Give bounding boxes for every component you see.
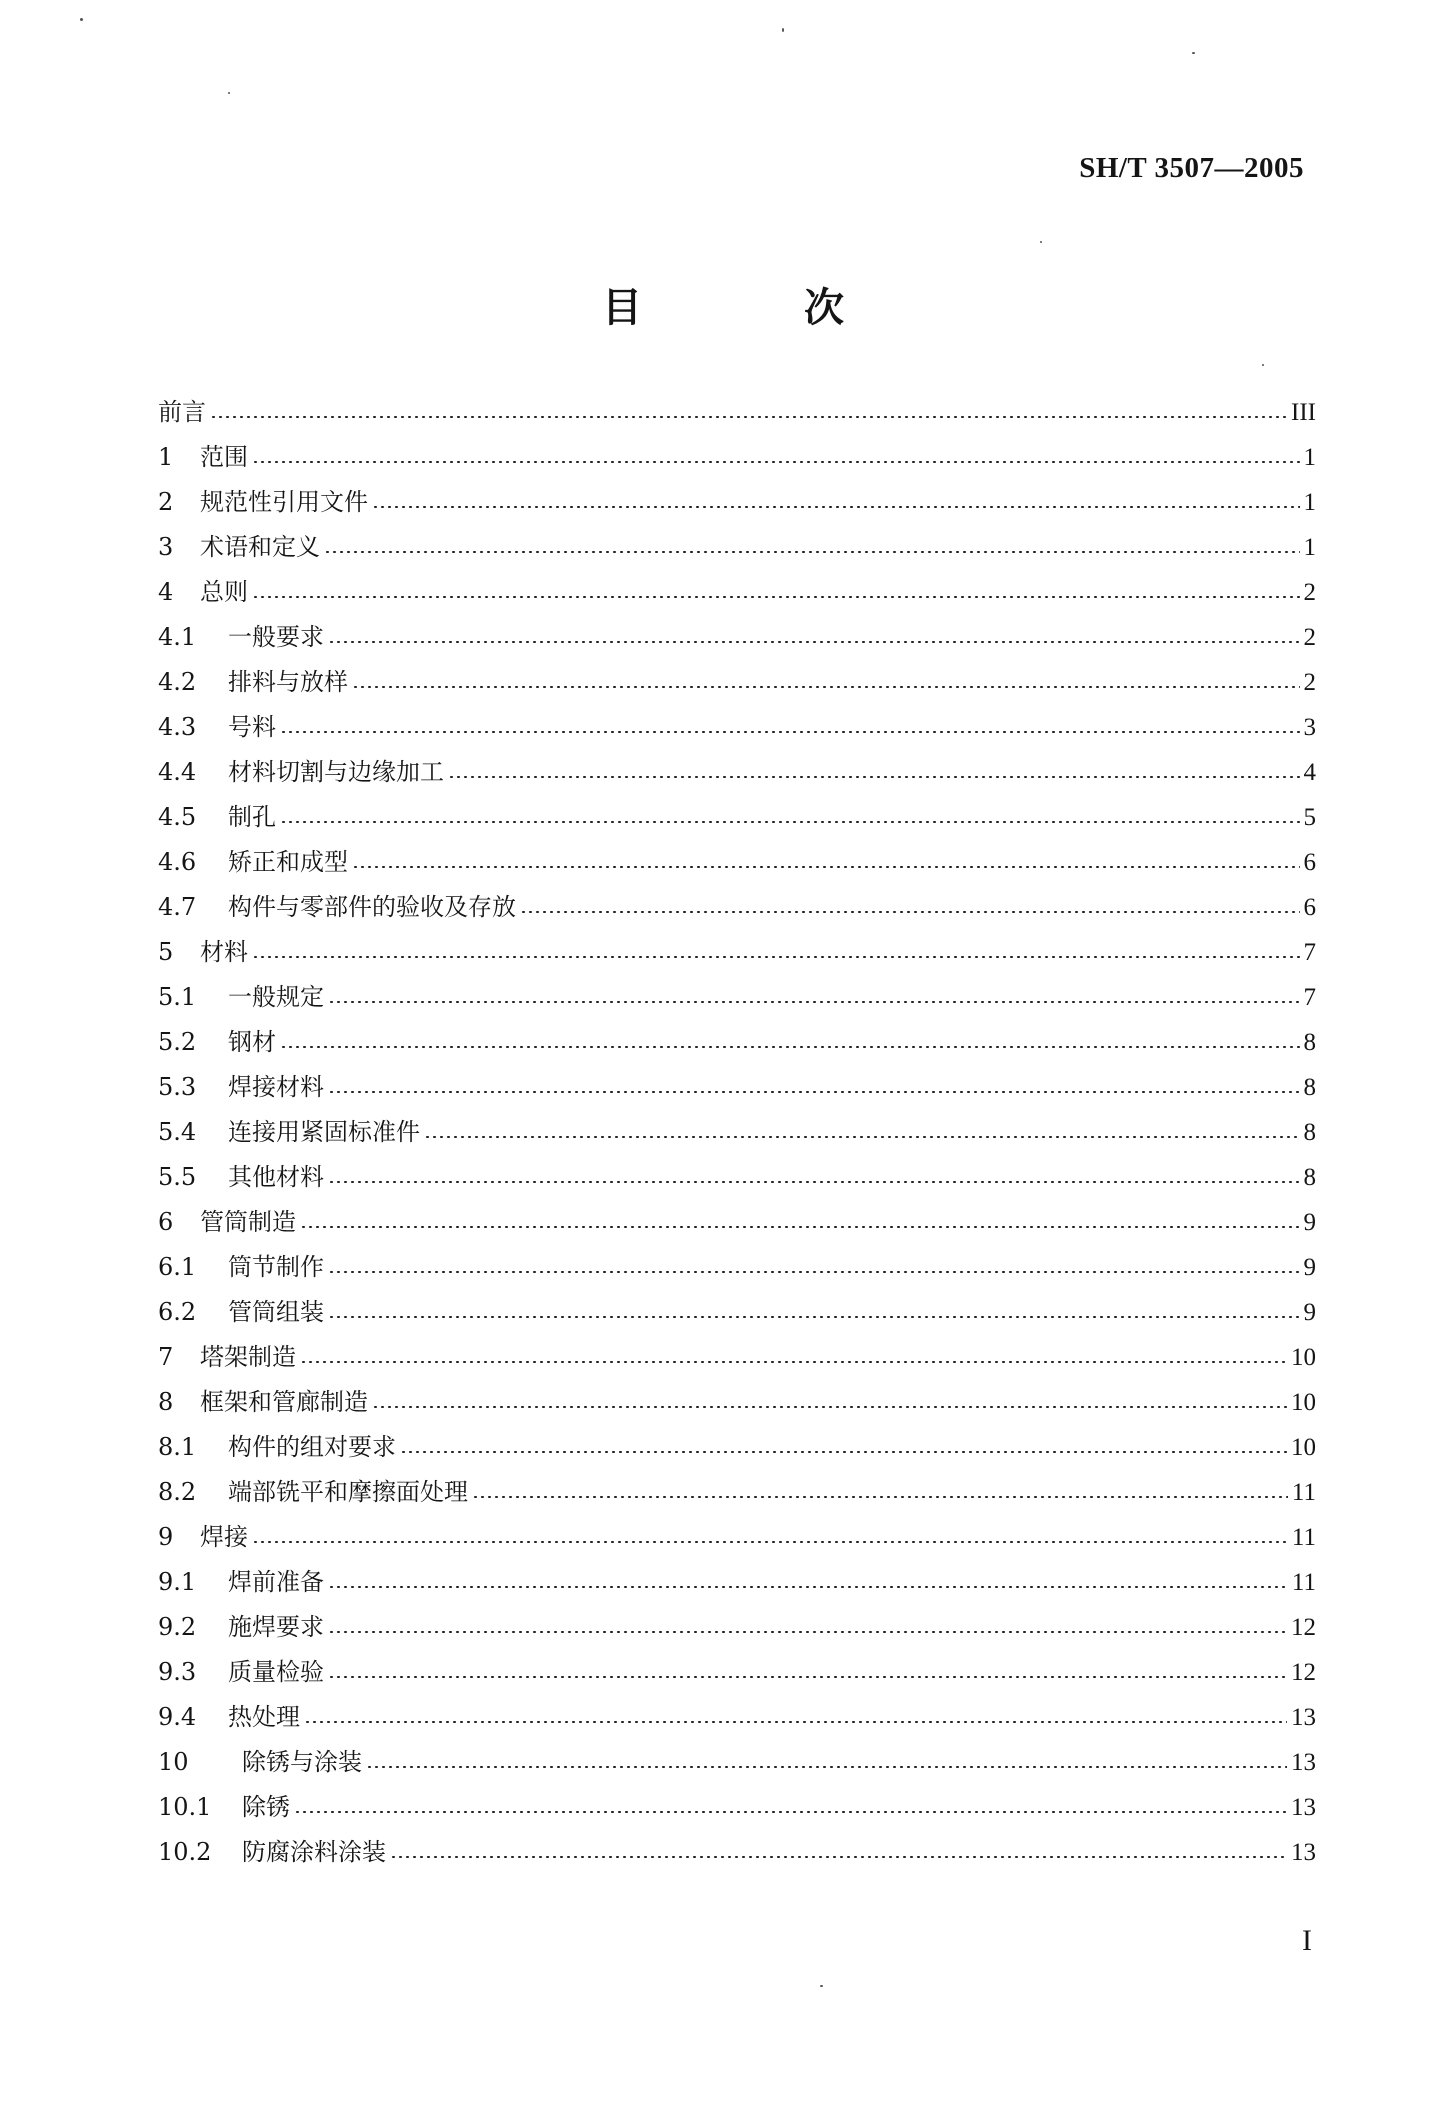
toc-entry-label: 防腐涂料涂装 bbox=[242, 1838, 386, 1866]
toc-entry-page: 8 bbox=[1303, 1029, 1316, 1056]
toc-entry[interactable] bbox=[158, 615, 1316, 660]
toc-entry-label: 质量检验 bbox=[228, 1658, 324, 1686]
toc-entry[interactable] bbox=[158, 1425, 1316, 1470]
toc-entry-page: 9 bbox=[1303, 1299, 1316, 1326]
leader-dots bbox=[424, 1136, 1300, 1138]
toc-entry-number: 5.4 bbox=[158, 1118, 197, 1146]
table-of-contents bbox=[158, 390, 1316, 1875]
toc-entry-label: 术语和定义 bbox=[200, 533, 320, 561]
leader-dots bbox=[328, 1676, 1287, 1678]
toc-entry-page: 10 bbox=[1291, 1389, 1316, 1416]
toc-entry[interactable] bbox=[158, 1380, 1316, 1425]
toc-entry-page: 7 bbox=[1303, 939, 1316, 966]
toc-entry-page: 1 bbox=[1303, 534, 1316, 561]
leader-dots bbox=[328, 1631, 1287, 1633]
toc-entry-number: 4.4 bbox=[158, 758, 197, 786]
toc-entry[interactable] bbox=[158, 1650, 1316, 1695]
toc-entry[interactable] bbox=[158, 435, 1316, 480]
toc-entry-number: 4.6 bbox=[158, 848, 197, 876]
toc-entry-number: 5 bbox=[158, 938, 174, 966]
toc-entry-number: 3 bbox=[158, 533, 174, 561]
toc-entry-label: 构件与零部件的验收及存放 bbox=[228, 893, 516, 921]
leader-dots bbox=[372, 506, 1300, 508]
toc-entry-label: 号料 bbox=[228, 713, 276, 741]
toc-entry-label: 焊接 bbox=[200, 1523, 248, 1551]
toc-entry-label: 规范性引用文件 bbox=[200, 488, 368, 516]
leader-dots bbox=[294, 1811, 1287, 1813]
toc-entry[interactable] bbox=[158, 1245, 1316, 1290]
leader-dots bbox=[252, 596, 1300, 598]
toc-entry-number: 10.1 bbox=[158, 1793, 212, 1821]
toc-entry-label: 管筒制造 bbox=[200, 1208, 296, 1236]
toc-entry-number: 9.1 bbox=[158, 1568, 197, 1596]
leader-dots bbox=[210, 416, 1287, 418]
toc-entry-label: 焊前准备 bbox=[228, 1568, 324, 1596]
toc-entry-page: 11 bbox=[1291, 1479, 1316, 1506]
toc-entry-label: 管筒组装 bbox=[228, 1298, 324, 1326]
leader-dots bbox=[324, 551, 1300, 553]
toc-entry[interactable] bbox=[158, 1695, 1316, 1740]
toc-entry-number: 9.4 bbox=[158, 1703, 197, 1731]
toc-entry[interactable] bbox=[158, 840, 1316, 885]
toc-entry-page: 8 bbox=[1303, 1074, 1316, 1101]
toc-entry-page: 2 bbox=[1303, 624, 1316, 651]
leader-dots bbox=[448, 776, 1300, 778]
leader-dots bbox=[400, 1451, 1287, 1453]
toc-entry-number: 5.1 bbox=[158, 983, 197, 1011]
toc-entry[interactable] bbox=[158, 885, 1316, 930]
toc-entry[interactable] bbox=[158, 1785, 1316, 1830]
leader-dots bbox=[520, 911, 1300, 913]
toc-entry[interactable] bbox=[158, 1515, 1316, 1560]
leader-dots bbox=[328, 1316, 1300, 1318]
toc-entry[interactable] bbox=[158, 1605, 1316, 1650]
toc-entry[interactable] bbox=[158, 1155, 1316, 1200]
toc-entry[interactable] bbox=[158, 660, 1316, 705]
toc-entry-page: 2 bbox=[1303, 669, 1316, 696]
toc-entry-page: 3 bbox=[1303, 714, 1316, 741]
toc-entry-page: 13 bbox=[1291, 1704, 1316, 1731]
toc-entry-preface[interactable] bbox=[158, 390, 1316, 435]
toc-entry-label: 材料 bbox=[200, 938, 248, 966]
scan-speck bbox=[1262, 364, 1264, 366]
leader-dots bbox=[328, 1586, 1288, 1588]
toc-entry-number: 6 bbox=[158, 1208, 174, 1236]
toc-entry-number: 4 bbox=[158, 578, 174, 606]
leader-dots bbox=[352, 686, 1300, 688]
toc-entry-number: 9 bbox=[158, 1523, 174, 1551]
leader-dots bbox=[252, 956, 1300, 958]
toc-entry-number: 4.1 bbox=[158, 623, 197, 651]
toc-entry-label: 框架和管廊制造 bbox=[200, 1388, 368, 1416]
scan-speck bbox=[1192, 52, 1195, 54]
toc-entry-label: 一般规定 bbox=[228, 983, 324, 1011]
toc-entry[interactable] bbox=[158, 1830, 1316, 1875]
leader-dots bbox=[372, 1406, 1287, 1408]
toc-entry-page: 13 bbox=[1291, 1749, 1316, 1776]
leader-dots bbox=[328, 1091, 1300, 1093]
standard-code: SH/T 3507—2005 bbox=[1079, 152, 1304, 184]
leader-dots bbox=[328, 641, 1300, 643]
toc-entry-label: 热处理 bbox=[228, 1703, 300, 1731]
leader-dots bbox=[252, 461, 1300, 463]
toc-entry-page: 13 bbox=[1291, 1794, 1316, 1821]
toc-entry-number: 7 bbox=[158, 1343, 174, 1371]
leader-dots bbox=[328, 1001, 1300, 1003]
toc-entry[interactable] bbox=[158, 975, 1316, 1020]
toc-entry-number: 1 bbox=[158, 443, 174, 471]
toc-entry-number: 9.3 bbox=[158, 1658, 197, 1686]
toc-entry-page: 10 bbox=[1291, 1344, 1316, 1371]
toc-entry-label: 范围 bbox=[200, 443, 248, 471]
toc-entry-label: 矫正和成型 bbox=[228, 848, 348, 876]
toc-entry-number: 8.1 bbox=[158, 1433, 197, 1461]
toc-entry-number: 6.2 bbox=[158, 1298, 197, 1326]
toc-entry[interactable] bbox=[158, 480, 1316, 525]
toc-entry-page: 1 bbox=[1303, 489, 1316, 516]
toc-entry[interactable] bbox=[158, 705, 1316, 750]
toc-entry-number: 5.3 bbox=[158, 1073, 197, 1101]
toc-entry-label: 构件的组对要求 bbox=[228, 1433, 396, 1461]
leader-dots bbox=[366, 1766, 1287, 1768]
toc-entry-number: 5.5 bbox=[158, 1163, 197, 1191]
toc-entry-label: 排料与放样 bbox=[228, 668, 348, 696]
toc-entry-page: 8 bbox=[1303, 1119, 1316, 1146]
toc-entry[interactable] bbox=[158, 1290, 1316, 1335]
toc-entry-page: 7 bbox=[1303, 984, 1316, 1011]
toc-entry[interactable] bbox=[158, 1740, 1316, 1785]
toc-entry-number: 10 bbox=[158, 1748, 189, 1776]
toc-entry-label: 钢材 bbox=[228, 1028, 276, 1056]
toc-entry[interactable] bbox=[158, 795, 1316, 840]
toc-entry[interactable] bbox=[158, 1065, 1316, 1110]
leader-dots bbox=[280, 731, 1300, 733]
toc-entry-number: 4.2 bbox=[158, 668, 197, 696]
toc-entry-page: III bbox=[1291, 399, 1316, 426]
toc-entry-page: 10 bbox=[1291, 1434, 1316, 1461]
toc-entry-label: 连接用紧固标准件 bbox=[228, 1118, 420, 1146]
toc-entry-label: 施焊要求 bbox=[228, 1613, 324, 1641]
toc-entry-page: 6 bbox=[1303, 894, 1316, 921]
toc-entry[interactable] bbox=[158, 1110, 1316, 1155]
toc-entry-label: 其他材料 bbox=[228, 1163, 324, 1191]
scan-speck bbox=[228, 92, 230, 94]
toc-entry[interactable] bbox=[158, 750, 1316, 795]
toc-entry-number: 9.2 bbox=[158, 1613, 197, 1641]
scan-speck bbox=[782, 28, 784, 32]
toc-entry-page: 6 bbox=[1303, 849, 1316, 876]
toc-entry-label: 一般要求 bbox=[228, 623, 324, 651]
toc-entry[interactable] bbox=[158, 1020, 1316, 1065]
leader-dots bbox=[328, 1181, 1300, 1183]
toc-entry-label: 焊接材料 bbox=[228, 1073, 324, 1101]
scan-speck bbox=[80, 18, 83, 21]
toc-entry-number: 4.7 bbox=[158, 893, 197, 921]
toc-entry[interactable] bbox=[158, 1200, 1316, 1245]
toc-entry-label: 筒节制作 bbox=[228, 1253, 324, 1281]
toc-entry-page: 9 bbox=[1303, 1254, 1316, 1281]
toc-entry[interactable] bbox=[158, 1560, 1316, 1605]
toc-entry-page: 12 bbox=[1291, 1614, 1316, 1641]
toc-entry-page: 12 bbox=[1291, 1659, 1316, 1686]
scan-speck bbox=[1040, 241, 1042, 243]
toc-entry-page: 11 bbox=[1291, 1524, 1316, 1551]
leader-dots bbox=[300, 1361, 1287, 1363]
toc-entry-page: 5 bbox=[1303, 804, 1316, 831]
toc-entry[interactable] bbox=[158, 930, 1316, 975]
toc-entry-number: 8.2 bbox=[158, 1478, 197, 1506]
toc-entry-label: 制孔 bbox=[228, 803, 276, 831]
toc-entry-label: 材料切割与边缘加工 bbox=[228, 758, 444, 786]
scan-speck bbox=[820, 1985, 823, 1987]
toc-entry-number: 4.5 bbox=[158, 803, 197, 831]
toc-entry-label: 除锈与涂装 bbox=[242, 1748, 362, 1776]
toc-entry-page: 13 bbox=[1291, 1839, 1316, 1866]
toc-entry-label: 前言 bbox=[158, 398, 206, 426]
leader-dots bbox=[390, 1856, 1287, 1858]
toc-entry-label: 塔架制造 bbox=[200, 1343, 296, 1371]
page-number: I bbox=[1302, 1924, 1312, 1957]
toc-entry-page: 11 bbox=[1291, 1569, 1316, 1596]
leader-dots bbox=[300, 1226, 1300, 1228]
page-title: 目 次 bbox=[602, 285, 918, 331]
toc-entry[interactable] bbox=[158, 570, 1316, 615]
toc-entry-page: 1 bbox=[1303, 444, 1316, 471]
leader-dots bbox=[252, 1541, 1288, 1543]
toc-entry-label: 除锈 bbox=[242, 1793, 290, 1821]
toc-entry-page: 9 bbox=[1303, 1209, 1316, 1236]
leader-dots bbox=[304, 1721, 1287, 1723]
toc-entry-label: 总则 bbox=[200, 578, 248, 606]
toc-entry-number: 2 bbox=[158, 488, 174, 516]
toc-entry-page: 4 bbox=[1303, 759, 1316, 786]
toc-entry-number: 6.1 bbox=[158, 1253, 197, 1281]
toc-entry-page: 8 bbox=[1303, 1164, 1316, 1191]
leader-dots bbox=[280, 821, 1300, 823]
toc-entry-number: 5.2 bbox=[158, 1028, 197, 1056]
leader-dots bbox=[280, 1046, 1300, 1048]
toc-entry-label: 端部铣平和摩擦面处理 bbox=[228, 1478, 468, 1506]
toc-entry-number: 4.3 bbox=[158, 713, 197, 741]
leader-dots bbox=[328, 1271, 1300, 1273]
toc-entry-page: 2 bbox=[1303, 579, 1316, 606]
toc-entry[interactable] bbox=[158, 1335, 1316, 1380]
toc-entry-number: 10.2 bbox=[158, 1838, 212, 1866]
leader-dots bbox=[352, 866, 1300, 868]
toc-entry[interactable] bbox=[158, 1470, 1316, 1515]
toc-entry[interactable] bbox=[158, 525, 1316, 570]
leader-dots bbox=[472, 1496, 1288, 1498]
toc-entry-number: 8 bbox=[158, 1388, 174, 1416]
